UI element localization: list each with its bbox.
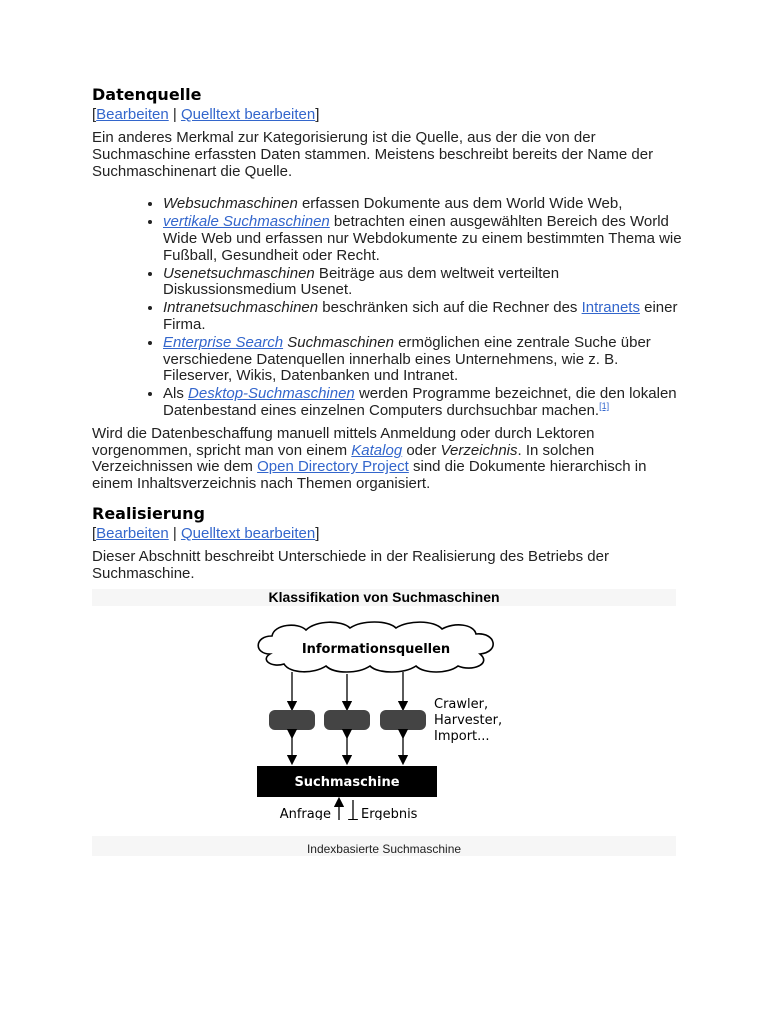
intro-paragraph: Dieser Abschnitt beschreibt Unterschiede in der Realisierung des Betriebs der Suchmaschine. <box>92 547 609 582</box>
term: Enterprise Search <box>163 333 284 351</box>
katalog-link[interactable] <box>351 442 402 459</box>
side-label-line: Crawler, <box>434 696 489 712</box>
cloud-label: Informationsquellen <box>301 641 451 657</box>
text: sind die Dokumente hierarchisch in einem Inhaltsverzeichnis nach Themen organisiert. <box>92 458 647 493</box>
list-item <box>163 386 682 420</box>
text: Wird die Datenbeschaffung manuell mittels Anmeldung oder durch Lektoren vorgenommen, spricht man von einem <box>92 424 595 459</box>
catalog-paragraph <box>92 426 682 493</box>
list-item <box>163 335 682 385</box>
edit-link[interactable]: Bearbeiten <box>96 106 169 123</box>
edit-source-link[interactable]: Quelltext bearbeiten <box>180 524 316 542</box>
crawler-box <box>380 710 426 730</box>
article-content <box>92 84 682 856</box>
term-link[interactable] <box>188 385 355 402</box>
item-text: ermöglichen eine zentrale Suche über verschiedene Datenquellen innerhalb eines Unternehmens, wie z. B. Fileserver, Wikis, Datenbanken und Intranet. <box>163 333 651 385</box>
list-item <box>163 300 682 334</box>
bracket-open: [ <box>92 524 97 542</box>
edit-links <box>92 525 682 543</box>
term: Websuchmaschinen <box>163 195 298 213</box>
term-link[interactable] <box>163 213 330 230</box>
link-text: Katalog <box>351 441 403 459</box>
list-item <box>163 214 682 264</box>
bracket-close: ] <box>315 524 320 542</box>
result-label: Ergebnis <box>361 806 418 820</box>
list-item <box>163 196 682 213</box>
item-text: Beiträge aus dem weltweit verteilten Diskussionsmedium Usenet. <box>163 264 560 299</box>
term: Usenetsuchmaschinen <box>163 264 315 282</box>
section-realisierung <box>92 503 682 583</box>
side-label-line: Harvester, <box>434 712 503 728</box>
text: . In solchen Verzeichnissen wie dem <box>92 441 595 476</box>
bracket-close: ] <box>315 106 320 123</box>
section-heading-realisierung: Realisierung <box>92 503 205 523</box>
diagram-svg <box>252 620 522 820</box>
bracket-open: [ <box>92 106 97 123</box>
engine-label: Suchmaschine <box>294 774 400 790</box>
reference-link[interactable]: [1] <box>599 400 610 411</box>
term-link[interactable] <box>163 334 283 351</box>
query-label: Anfrage <box>279 806 331 820</box>
intro-paragraph: Ein anderes Merkmal zur Kategorisierung ist die Quelle, aus der die von der Suchmaschine erfassten Daten stammen. Meistens beschreibt bereits der Name der Suchmaschinenart die Quelle. <box>92 129 654 180</box>
figure-title: Klassifikation von Suchmaschinen <box>92 589 676 606</box>
list-item <box>163 266 682 300</box>
item-text: erfassen Dokumente aus dem World Wide Web, <box>297 195 623 213</box>
term: Suchmaschinen <box>287 333 394 351</box>
intranets-link[interactable]: Intranets <box>581 299 640 317</box>
item-text: Als <box>163 385 189 403</box>
crawler-box <box>269 710 315 730</box>
crawler-box <box>324 710 370 730</box>
item-text: beschränken sich auf die Rechner des <box>318 299 582 317</box>
separator: | <box>168 524 181 542</box>
source-type-list <box>92 196 682 419</box>
item-text: betrachten einen ausgewählten Bereich des World Wide Web und erfassen nur Webdokumente zu einem bestimmten Thema wie Fußball, Gesundheit oder Recht. <box>163 213 682 264</box>
term: vertikale Suchmaschinen <box>163 213 330 231</box>
edit-link[interactable]: Bearbeiten <box>96 524 169 542</box>
term: Intranetsuchmaschinen <box>163 299 319 317</box>
item-text: einer Firma. <box>163 299 678 333</box>
section-heading-datenquelle: Datenquelle <box>92 85 202 104</box>
separator: | <box>168 106 181 123</box>
emphasis: Verzeichnis <box>440 441 518 459</box>
search-engine-diagram <box>92 606 676 836</box>
item-text: werden Programme bezeichnet, die den lokalen Datenbestand eines einzelnen Computers durchsuchbar machen. <box>163 385 677 419</box>
open-directory-link[interactable]: Open Directory Project <box>257 458 409 476</box>
side-label-line: Import... <box>434 728 490 744</box>
edit-source-link[interactable]: Quelltext bearbeiten <box>180 106 316 123</box>
term: Desktop-Suchmaschinen <box>188 385 355 403</box>
text: oder <box>402 441 441 459</box>
edit-links <box>92 106 682 124</box>
figure-caption: Indexbasierte Suchmaschine <box>92 836 676 856</box>
